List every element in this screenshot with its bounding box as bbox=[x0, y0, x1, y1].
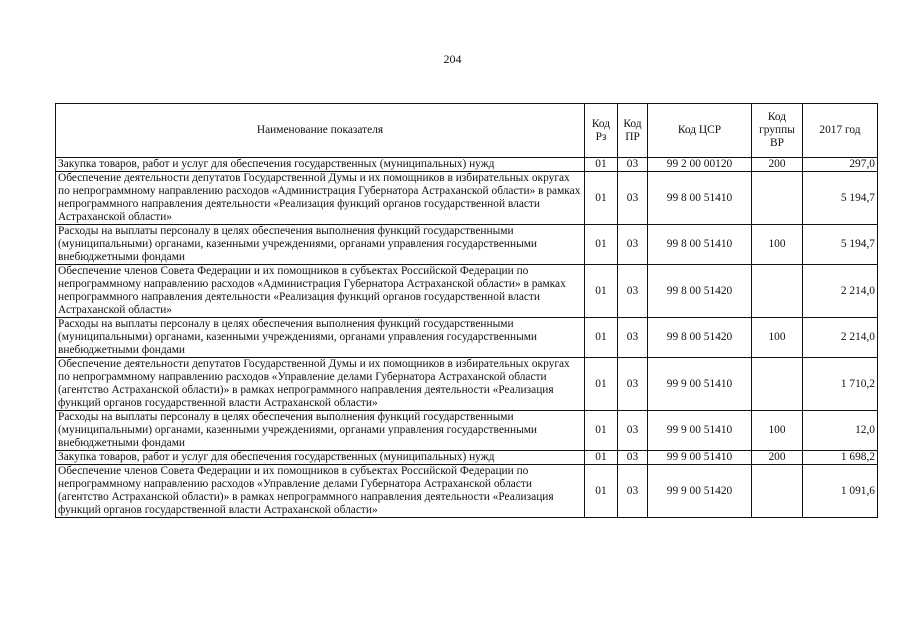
cell-vr: 100 bbox=[752, 225, 803, 265]
cell-csr: 99 9 00 51420 bbox=[648, 465, 752, 518]
cell-amount: 1 698,2 bbox=[803, 451, 878, 465]
cell-name: Обеспечение деятельности депутатов Государственной Думы и их помощников в избирательных округах по непрограммному направлению расходов «Управление делами Губернатора Астраханской области (агентство Астраханской области)» в рамках непрограммного направления деятельности «Реализация функций органов государственной власти Астраханской области» bbox=[56, 358, 585, 411]
header-vr bbox=[752, 104, 803, 158]
cell-rz: 01 bbox=[585, 451, 618, 465]
cell-name: Расходы на выплаты персоналу в целях обеспечения выполнения функций государственными (муниципальными) органами, казенными учреждениями, органами управления государственными внебюджетными фондами bbox=[56, 411, 585, 451]
table-row bbox=[56, 172, 878, 225]
header-pr bbox=[618, 104, 648, 158]
cell-csr: 99 8 00 51420 bbox=[648, 265, 752, 318]
cell-pr: 03 bbox=[618, 451, 648, 465]
table-row bbox=[56, 318, 878, 358]
cell-pr: 03 bbox=[618, 225, 648, 265]
header-vr-line2: группы bbox=[759, 124, 795, 136]
cell-amount: 5 194,7 bbox=[803, 225, 878, 265]
cell-pr: 03 bbox=[618, 318, 648, 358]
cell-vr: 100 bbox=[752, 411, 803, 451]
table-row bbox=[56, 265, 878, 318]
header-name: Наименование показателя bbox=[56, 104, 585, 158]
cell-vr: 200 bbox=[752, 451, 803, 465]
table-row bbox=[56, 411, 878, 451]
header-rz bbox=[585, 104, 618, 158]
table-header-row bbox=[56, 104, 878, 158]
budget-table bbox=[55, 103, 878, 518]
cell-vr: 100 bbox=[752, 318, 803, 358]
cell-pr: 03 bbox=[618, 265, 648, 318]
cell-rz: 01 bbox=[585, 172, 618, 225]
table-body bbox=[56, 158, 878, 518]
cell-rz: 01 bbox=[585, 318, 618, 358]
table-row bbox=[56, 451, 878, 465]
cell-name: Обеспечение деятельности депутатов Государственной Думы и их помощников в избирательных округах по непрограммному направлению расходов «Администрация Губернатора Астраханской области» в рамках непрограммного направления деятельности «Реализация функций органов государственной власти Астраханской области» bbox=[56, 172, 585, 225]
header-pr-line2: ПР bbox=[625, 130, 640, 143]
cell-rz: 01 bbox=[585, 465, 618, 518]
header-csr: Код ЦСР bbox=[648, 104, 752, 158]
cell-csr: 99 8 00 51420 bbox=[648, 318, 752, 358]
table-row bbox=[56, 358, 878, 411]
cell-vr: 200 bbox=[752, 158, 803, 172]
cell-csr: 99 8 00 51410 bbox=[648, 172, 752, 225]
cell-rz: 01 bbox=[585, 225, 618, 265]
cell-rz: 01 bbox=[585, 265, 618, 318]
cell-csr: 99 8 00 51410 bbox=[648, 225, 752, 265]
cell-amount: 1 710,2 bbox=[803, 358, 878, 411]
header-vr-line3: ВР bbox=[770, 137, 784, 149]
table-row bbox=[56, 465, 878, 518]
cell-amount: 2 214,0 bbox=[803, 265, 878, 318]
cell-name: Закупка товаров, работ и услуг для обеспечения государственных (муниципальных) нужд bbox=[56, 158, 585, 172]
cell-pr: 03 bbox=[618, 465, 648, 518]
cell-vr bbox=[752, 465, 803, 518]
cell-csr: 99 9 00 51410 bbox=[648, 358, 752, 411]
table-row bbox=[56, 225, 878, 265]
cell-vr bbox=[752, 172, 803, 225]
cell-pr: 03 bbox=[618, 158, 648, 172]
cell-name: Закупка товаров, работ и услуг для обеспечения государственных (муниципальных) нужд bbox=[56, 451, 585, 465]
header-year: 2017 год bbox=[803, 104, 878, 158]
cell-name: Обеспечение членов Совета Федерации и их помощников в субъектах Российской Федерации по непрограммному направлению расходов «Управление делами Губернатора Астраханской области (агентство Астраханской области)» в рамках непрограммного направления деятельности «Реализация функций органов государственной власти Астраханской области» bbox=[56, 465, 585, 518]
header-rz-line1: Код bbox=[591, 117, 611, 130]
header-rz-line2: Рз bbox=[595, 130, 607, 143]
cell-amount: 12,0 bbox=[803, 411, 878, 451]
cell-csr: 99 9 00 51410 bbox=[648, 451, 752, 465]
header-pr-line1: Код bbox=[623, 117, 642, 130]
cell-name: Расходы на выплаты персоналу в целях обеспечения выполнения функций государственными (муниципальными) органами, казенными учреждениями, органами управления государственными внебюджетными фондами bbox=[56, 318, 585, 358]
header-vr-line1: Код bbox=[767, 111, 787, 123]
cell-rz: 01 bbox=[585, 358, 618, 411]
cell-amount: 5 194,7 bbox=[803, 172, 878, 225]
cell-amount: 2 214,0 bbox=[803, 318, 878, 358]
cell-rz: 01 bbox=[585, 411, 618, 451]
cell-rz: 01 bbox=[585, 158, 618, 172]
cell-pr: 03 bbox=[618, 172, 648, 225]
table-row bbox=[56, 158, 878, 172]
cell-amount: 1 091,6 bbox=[803, 465, 878, 518]
cell-name: Расходы на выплаты персоналу в целях обеспечения выполнения функций государственными (муниципальными) органами, казенными учреждениями, органами управления государственными внебюджетными фондами bbox=[56, 225, 585, 265]
cell-csr: 99 2 00 00120 bbox=[648, 158, 752, 172]
cell-amount: 297,0 bbox=[803, 158, 878, 172]
cell-vr bbox=[752, 265, 803, 318]
cell-csr: 99 9 00 51410 bbox=[648, 411, 752, 451]
page-number: 204 bbox=[443, 52, 462, 66]
cell-pr: 03 bbox=[618, 411, 648, 451]
cell-pr: 03 bbox=[618, 358, 648, 411]
cell-vr bbox=[752, 358, 803, 411]
cell-name: Обеспечение членов Совета Федерации и их помощников в субъектах Российской Федерации по непрограммному направлению расходов «Администрация Губернатора Астраханской области» в рамках непрограммного направления деятельности «Реализация функций органов государственной власти Астраханской области» bbox=[56, 265, 585, 318]
